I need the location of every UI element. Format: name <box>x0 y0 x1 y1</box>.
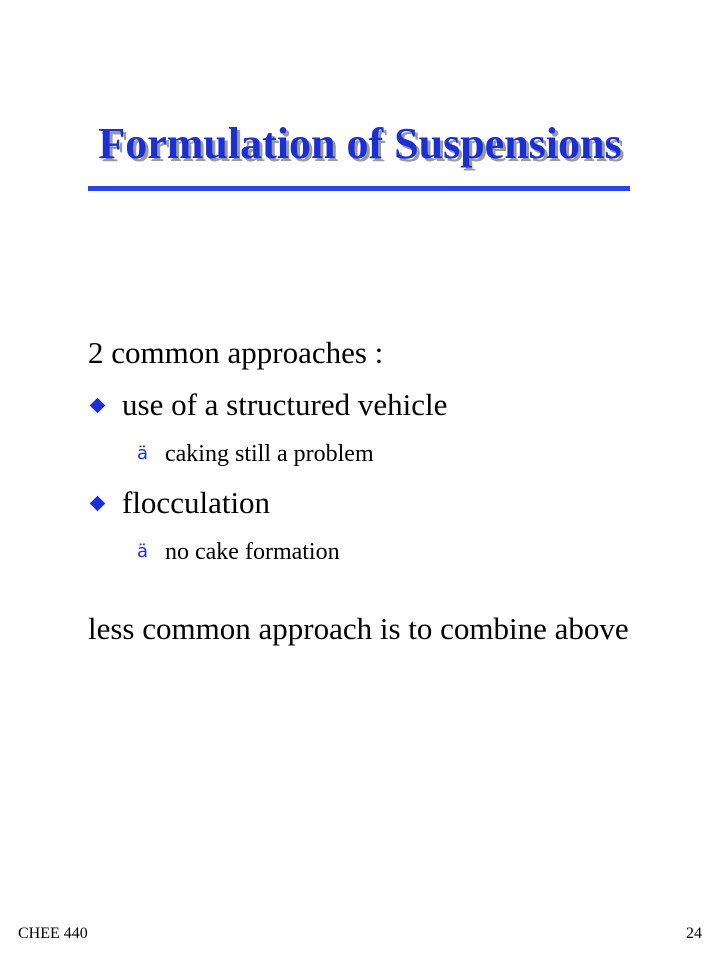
footer-course: CHEE 440 <box>18 925 88 942</box>
footer-page-number: 24 <box>686 925 702 942</box>
diamond-bullet-icon <box>88 480 110 526</box>
slide-title: Formulation of Suspensions <box>98 119 622 168</box>
sub-bullet-item <box>137 434 688 474</box>
spacer <box>88 572 688 606</box>
closing-text: less common approach is to combine above <box>88 611 629 646</box>
sub-bullet-icon: ä <box>137 443 149 464</box>
sub-bullet-item <box>137 532 688 572</box>
bullet-item <box>88 382 688 428</box>
intro-text: 2 common approaches : <box>88 335 384 370</box>
bullet-item <box>88 480 688 526</box>
diamond-bullet-icon <box>88 382 110 428</box>
title-underline <box>88 186 630 191</box>
sub-bullet-label: no cake formation <box>165 539 340 565</box>
bullet-label: use of a structured vehicle <box>122 387 448 422</box>
slide-body <box>88 330 688 652</box>
sub-bullet-label: caking still a problem <box>165 441 374 467</box>
bullet-label: flocculation <box>122 485 271 520</box>
sub-bullet-icon: ä <box>137 541 149 562</box>
